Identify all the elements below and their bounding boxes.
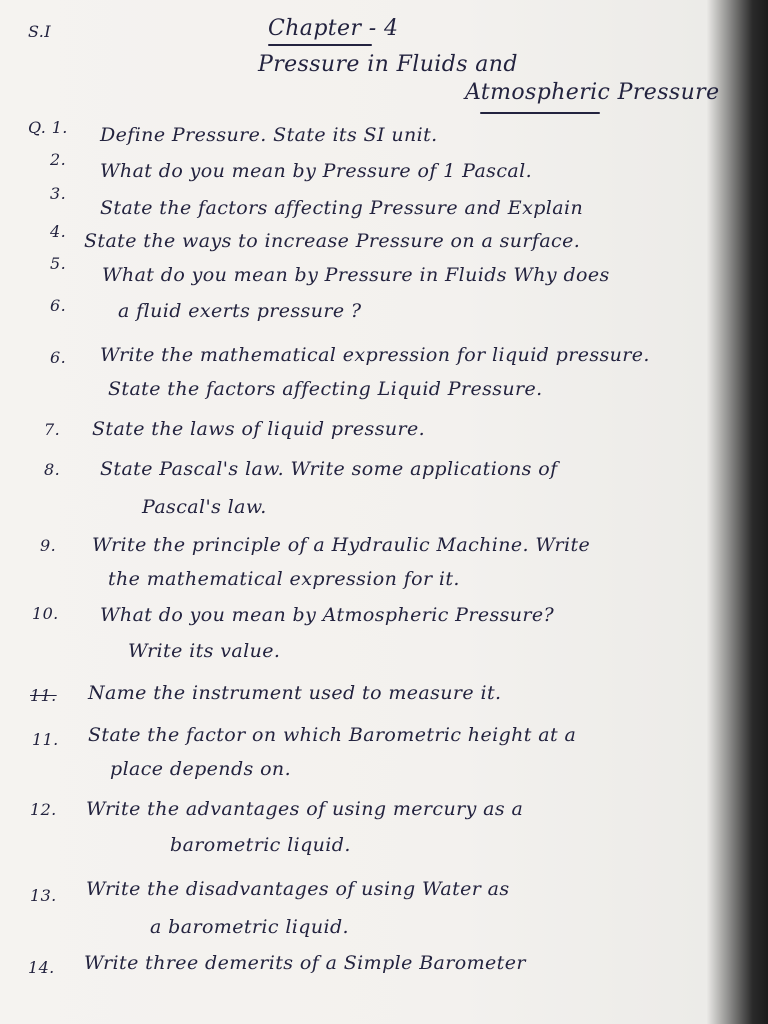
question-text: Write three demerits of a Simple Barometer — [84, 952, 526, 974]
question-text: State the laws of liquid pressure. — [92, 418, 426, 440]
question-text-continued: State the factors affecting Liquid Pressure. — [108, 378, 543, 400]
question-number: 14. — [28, 958, 55, 977]
question-number: 3. — [50, 184, 67, 203]
chapter-title-line2: Atmospheric Pressure — [465, 80, 720, 105]
question-text: Name the instrument used to measure it. — [88, 682, 502, 704]
question-number: 9. — [40, 536, 57, 555]
chapter-title-line1: Pressure in Fluids and — [258, 52, 518, 77]
question-text-continued: place depends on. — [110, 758, 292, 780]
question-text: State the factors affecting Pressure and Explain — [100, 197, 584, 219]
question-number: 2. — [50, 150, 67, 169]
question-text: Write the disadvantages of using Water as — [86, 878, 510, 900]
question-text-continued: the mathematical expression for it. — [108, 568, 460, 590]
corner-label: S.I — [28, 22, 51, 41]
question-text: State Pascal's law. Write some applications of — [100, 458, 558, 480]
question-number: 12. — [30, 800, 57, 819]
question-text: Write the mathematical expression for liquid pressure. — [100, 344, 650, 366]
question-text-continued: a barometric liquid. — [150, 916, 349, 938]
question-text: State the ways to increase Pressure on a surface. — [84, 230, 581, 252]
question-number: 6. — [50, 296, 67, 315]
question-text: Write the principle of a Hydraulic Machine. Write — [92, 534, 591, 556]
question-text-continued: Pascal's law. — [142, 496, 267, 518]
question-text: State the factor on which Barometric height at a — [88, 724, 577, 746]
question-number: 6. — [50, 348, 67, 367]
question-number: 5. — [50, 254, 67, 273]
question-number: 11. — [32, 730, 59, 749]
question-number: Q. 1. — [28, 118, 68, 137]
question-number: 13. — [30, 886, 57, 905]
question-text: Write the advantages of using mercury as a — [86, 798, 524, 820]
chapter-underline — [268, 44, 372, 46]
question-text: Define Pressure. State its SI unit. — [100, 124, 438, 146]
question-number: 11. — [30, 686, 57, 705]
question-text: What do you mean by Pressure of 1 Pascal. — [100, 160, 533, 182]
question-text: a fluid exerts pressure ? — [118, 300, 362, 322]
question-text: What do you mean by Atmospheric Pressure? — [100, 604, 555, 626]
question-text-continued: Write its value. — [128, 640, 281, 662]
question-text-continued: barometric liquid. — [170, 834, 351, 856]
chapter-heading: Chapter - 4 — [268, 16, 399, 41]
question-number: 7. — [44, 420, 61, 439]
title-underline — [480, 112, 600, 114]
question-number: 10. — [32, 604, 59, 623]
question-number: 8. — [44, 460, 61, 479]
question-number: 4. — [50, 222, 67, 241]
question-text: What do you mean by Pressure in Fluids Why does — [102, 264, 610, 286]
